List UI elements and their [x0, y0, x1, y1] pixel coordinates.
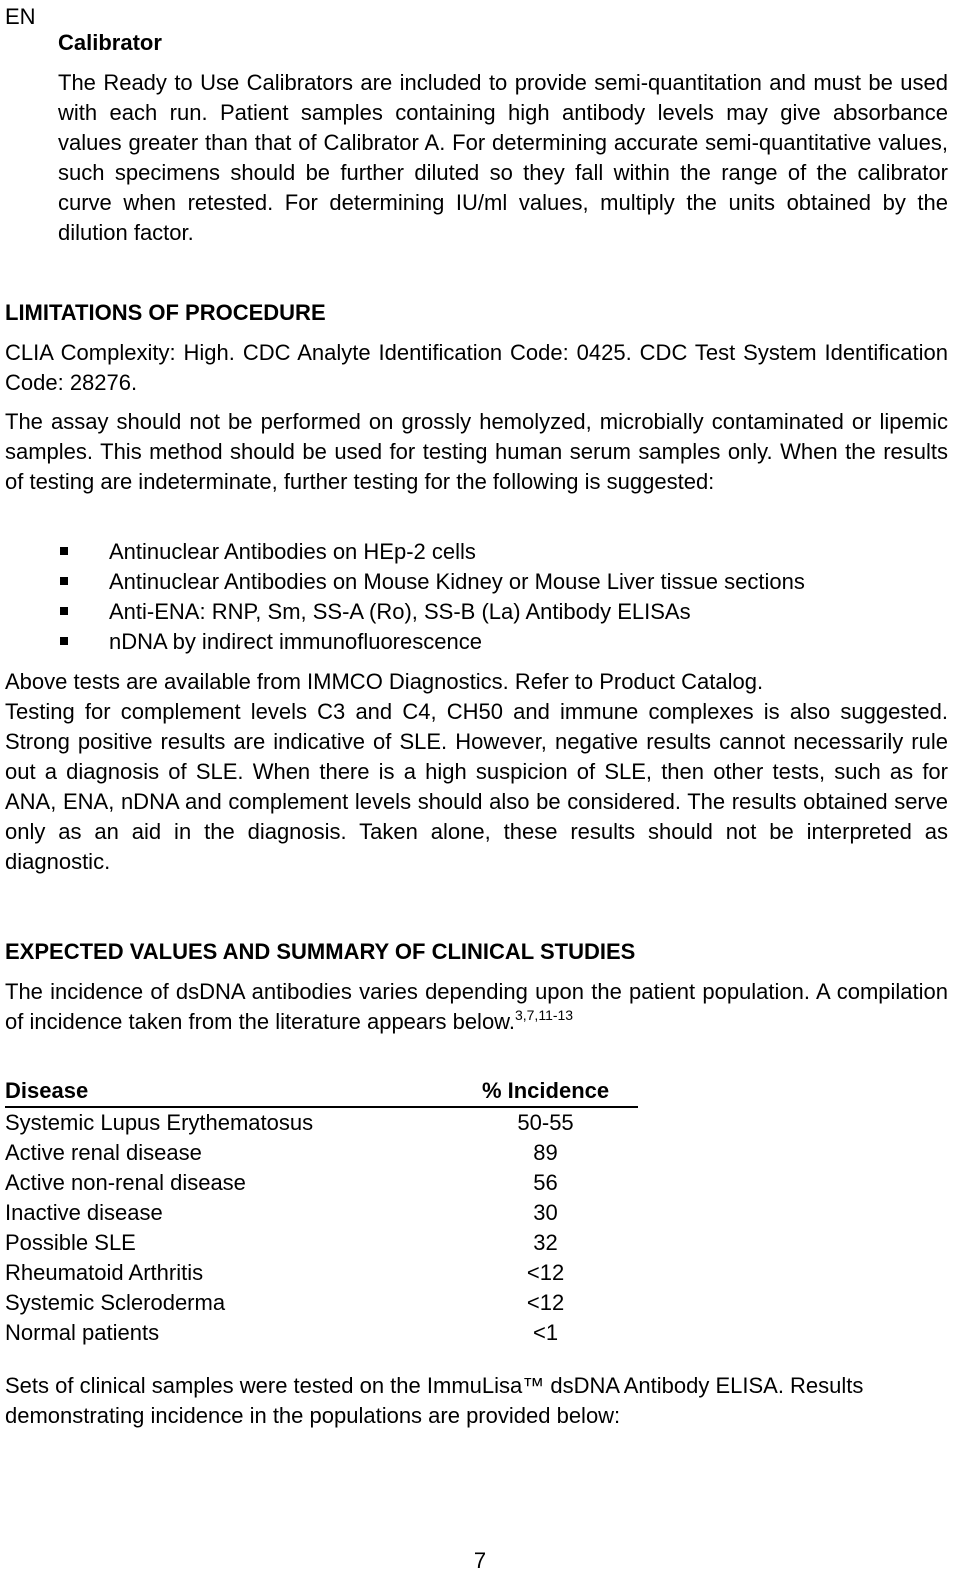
table-row: Systemic Lupus Erythematosus 50-55 [5, 1110, 574, 1135]
table-row: Rheumatoid Arthritis <12 [5, 1260, 565, 1285]
clia-paragraph: CLIA Complexity: High. CDC Analyte Identification Code: 0425. CDC Test System Identification Code: 28276. [5, 340, 948, 395]
column-header-disease: Disease [5, 1076, 453, 1107]
table-header-row [5, 1076, 638, 1107]
bullet-square-icon [60, 607, 68, 615]
bullet-square-icon [60, 577, 68, 585]
list-item: Antinuclear Antibodies on HEp-2 cells [58, 537, 948, 567]
table-row: Inactive disease 30 [5, 1200, 558, 1225]
column-header-incidence: % Incidence [453, 1076, 638, 1107]
list-item: nDNA by indirect immunofluorescence [58, 627, 948, 657]
clinical-samples-paragraph: Sets of clinical samples were tested on the ImmuLisa™ dsDNA Antibody ELISA. Results demonstrating incidence in the populations are provided below: [5, 1373, 864, 1428]
table-row: Systemic Scleroderma <12 [5, 1290, 565, 1315]
incidence-table [5, 1076, 638, 1348]
table-row: Possible SLE 32 [5, 1230, 558, 1255]
expected-values-heading: EXPECTED VALUES AND SUMMARY OF CLINICAL STUDIES [5, 939, 636, 964]
complement-paragraph: Testing for complement levels C3 and C4, CH50 and immune complexes is also suggested. Strong positive results are indicative of SLE. However, negative results cannot necessarily rule out a diagnosis of SLE. When there is a high suspicion of SLE, then other tests, such as for ANA, ENA, nDNA and complement levels should also be considered. The results obtained serve only as an aid in the diagnosis. Taken alone, these results should not be interpreted as diagnostic. [5, 699, 948, 874]
available-tests-paragraph: Above tests are available from IMMCO Diagnostics. Refer to Product Catalog. [5, 669, 764, 694]
list-item: Antinuclear Antibodies on Mouse Kidney or Mouse Liver tissue sections [58, 567, 948, 597]
table-row: Normal patients <1 [5, 1320, 559, 1345]
bullet-square-icon [60, 637, 68, 645]
assay-paragraph: The assay should not be performed on grossly hemolyzed, microbially contaminated or lipemic samples. This method should be used for testing human serum samples only. When the results of testing are indeterminate, further testing for the following is suggested: [5, 409, 948, 494]
suggested-tests-list [58, 537, 948, 657]
calibrator-heading: Calibrator [58, 30, 162, 55]
page-number: 7 [473, 1548, 487, 1573]
calibrator-paragraph: The Ready to Use Calibrators are included to provide semi-quantitation and must be used with each run. Patient samples containing high antibody levels may give absorbance values greater than that of Calibrator A. For determining accurate semi-quantitative values, such specimens should be further diluted so they fall within the range of the calibrator curve when retested. For determining IU/ml values, multiply the units obtained by the dilution factor. [58, 70, 948, 245]
language-label: EN [5, 4, 36, 29]
reference-superscript: 3,7,11-13 [514, 1007, 574, 1023]
bullet-square-icon [60, 547, 68, 555]
table-row: Active renal disease 89 [5, 1140, 558, 1165]
list-item: Anti-ENA: RNP, Sm, SS-A (Ro), SS-B (La) Antibody ELISAs [58, 597, 948, 627]
limitations-heading: LIMITATIONS OF PROCEDURE [5, 300, 326, 325]
incidence-intro-paragraph: The incidence of dsDNA antibodies varies depending upon the patient population. A compilation of incidence taken from the literature appears below.$^{3,7,11-13}$ [5, 979, 948, 1034]
table-row: Active non-renal disease 56 [5, 1170, 558, 1195]
